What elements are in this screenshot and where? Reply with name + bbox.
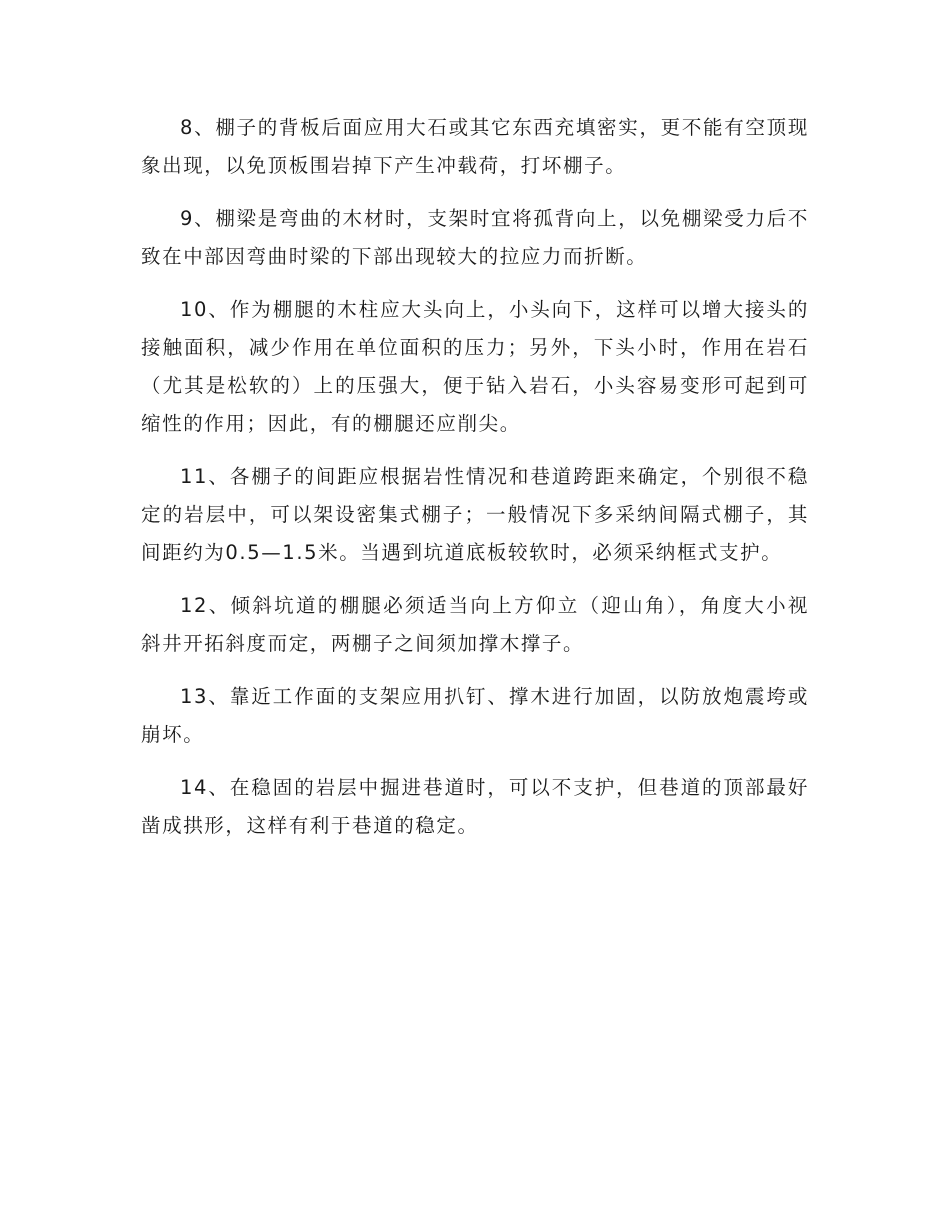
paragraph-item-9: 9、棚梁是弯曲的木材时，支架时宜将孤背向上，以免棚梁受力后不致在中部因弯曲时梁的下部出现较大的拉应力而折断。	[141, 207, 809, 268]
paragraph-item-14: 14、在稳固的岩层中掘进巷道时，可以不支护，但巷道的顶部最好凿成拱形，这样有利于巷道的稳定。	[141, 776, 809, 837]
paragraph-item-10: 10、作为棚腿的木柱应大头向上，小头向下，这样可以增大接头的接触面积，减少作用在单位面积的压力；另外，下头小时，作用在岩石（尤其是松软的）上的压强大，便于钻入岩石，小头容易变形可起到可缩性的作用；因此，有的棚腿还应削尖。	[141, 298, 809, 435]
paragraph-item-12: 12、倾斜坑道的棚腿必须适当向上方仰立（迎山角），角度大小视斜井开拓斜度而定，两棚子之间须加撑木撑子。	[141, 594, 809, 655]
document-body	[141, 109, 809, 860]
paragraph-item-13: 13、靠近工作面的支架应用扒钉、撑木进行加固，以防放炮震垮或崩坏。	[141, 685, 809, 746]
paragraph-item-8: 8、棚子的背板后面应用大石或其它东西充填密实，更不能有空顶现象出现，以免顶板围岩掉下产生冲载荷，打坏棚子。	[141, 116, 809, 177]
paragraph-item-11: 11、各棚子的间距应根据岩性情况和巷道跨距来确定，个别很不稳定的岩层中，可以架设密集式棚子；一般情况下多采纳间隔式棚子，其间距约为0.5—1.5米。当遇到坑道底板较软时，必须采纳框式支护。	[141, 465, 809, 564]
